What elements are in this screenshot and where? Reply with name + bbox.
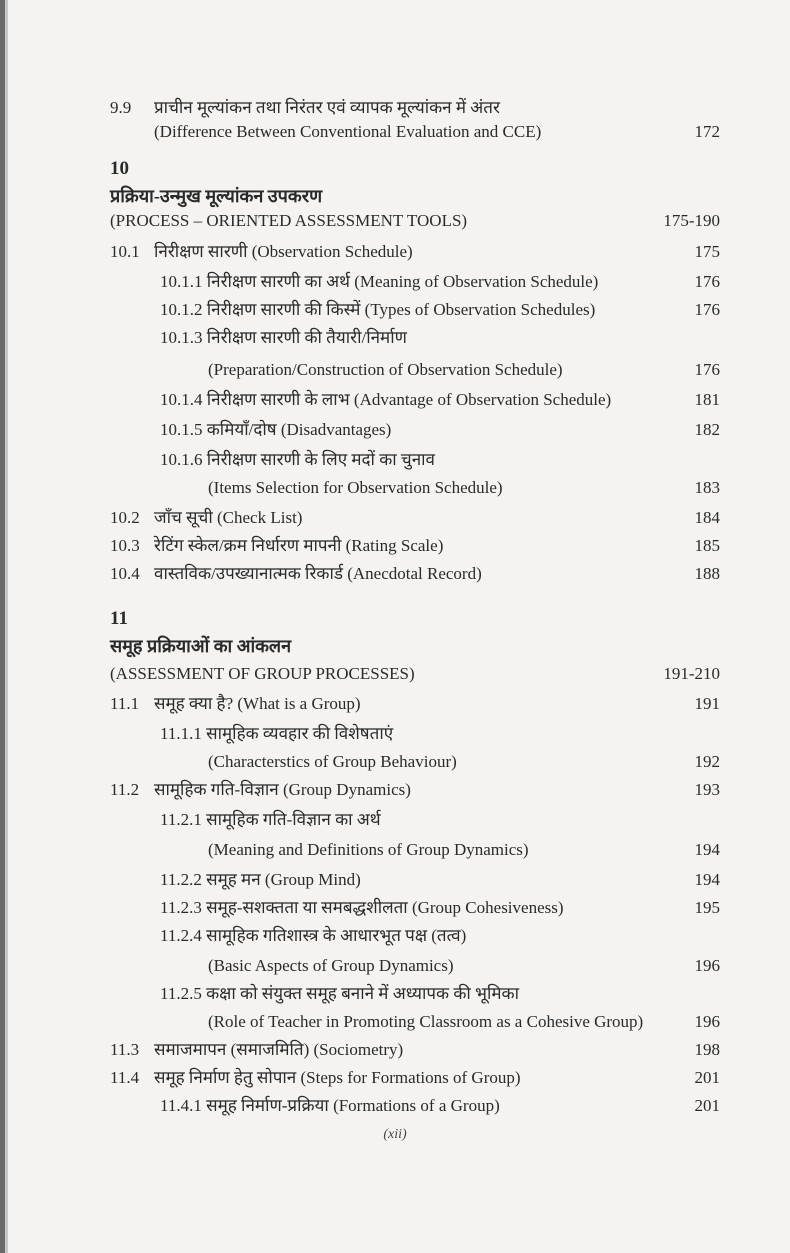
entry-title: सामूहिक गतिशास्त्र के आधारभूत पक्ष (तत्व) [206, 926, 467, 945]
entry-page: 195 [694, 898, 720, 917]
toc-entry-english [208, 1012, 720, 1032]
entry-page: 184 [694, 508, 720, 527]
entry-title-english: (Preparation/Construction of Observation Schedule) [208, 360, 563, 379]
entry-number: 10.2 [110, 508, 140, 527]
entry-page: 188 [694, 564, 720, 583]
toc-entry [160, 810, 720, 830]
entry-title: समूह क्या है? (What is a Group) [154, 694, 361, 713]
entry-page: 196 [694, 956, 720, 975]
entry-title: जाँच सूची (Check List) [154, 508, 303, 527]
toc-entry [160, 390, 720, 410]
toc-entry [160, 328, 720, 348]
entry-title-english: (Items Selection for Observation Schedule) [208, 478, 503, 497]
page-number: (xii) [383, 1127, 407, 1142]
entry-title: सामूहिक गति-विज्ञान का अर्थ [206, 810, 381, 829]
toc-entry [110, 508, 720, 528]
chapter-title-hindi: समूह प्रक्रियाओं का आंकलन [110, 636, 292, 656]
entry-title: निरीक्षण सारणी के लिए मदों का चुनाव [206, 450, 435, 469]
chapter-title-hindi: प्रक्रिया-उन्मुख मूल्यांकन उपकरण [110, 186, 323, 206]
entry-title: रेटिंग स्केल/क्रम निर्धारण मापनी (Rating Scale) [154, 536, 444, 555]
entry-title: कमियाँ/दोष (Disadvantages) [206, 420, 392, 439]
toc-entry-english [208, 478, 720, 498]
entry-title-english: (Characterstics of Group Behaviour) [208, 752, 457, 771]
entry-page: 192 [694, 752, 720, 771]
toc-entry [160, 450, 720, 470]
entry-title: निरीक्षण सारणी का अर्थ (Meaning of Observation Schedule) [206, 272, 599, 291]
entry-number: 11.2 [110, 780, 140, 799]
toc-entry [110, 694, 720, 714]
entry-title: सामूहिक गति-विज्ञान (Group Dynamics) [154, 780, 411, 799]
entry-number: 11.2.1 [160, 810, 202, 829]
entry-number: 10.1.1 [160, 272, 203, 291]
entry-page: 185 [694, 536, 720, 555]
toc-entry [160, 300, 720, 320]
toc-entry [110, 536, 720, 556]
entry-page: 183 [694, 478, 720, 497]
entry-number: 10.1.3 [160, 328, 203, 347]
toc-entry [160, 984, 720, 1004]
toc-entry [160, 724, 720, 744]
entry-title-english: (Basic Aspects of Group Dynamics) [208, 956, 454, 975]
entry-title: वास्तविक/उपख्यानात्मक रिकार्ड (Anecdotal Record) [154, 564, 482, 583]
entry-number: 9.9 [110, 98, 132, 117]
entry-title: समूह मन (Group Mind) [206, 870, 361, 889]
entry-number: 10.3 [110, 536, 140, 555]
entry-page: 191 [694, 694, 720, 713]
entry-number: 11.2.3 [160, 898, 202, 917]
entry-page: 176 [694, 300, 720, 319]
toc-entry [160, 870, 720, 890]
entry-title-english: (Role of Teacher in Promoting Classroom as a Cohesive Group) [208, 1012, 644, 1031]
toc-entry [160, 926, 720, 946]
chapter-title-row [110, 211, 720, 231]
entry-page: 196 [694, 1012, 720, 1031]
entry-page: 176 [694, 272, 720, 291]
entry-title: कक्षा को संयुक्त समूह बनाने में अध्यापक की भूमिका [206, 984, 520, 1003]
toc-entry-english [208, 360, 720, 380]
chapter-pages: 191-210 [663, 664, 720, 683]
entry-title: निरीक्षण सारणी (Observation Schedule) [154, 242, 413, 261]
entry-page: 181 [694, 390, 720, 409]
entry-page: 198 [694, 1040, 720, 1059]
entry-page: 172 [694, 122, 720, 141]
chapter-number: 10 [110, 158, 129, 179]
toc-entry [110, 1040, 720, 1060]
entry-page: 182 [694, 420, 720, 439]
entry-page: 193 [694, 780, 720, 799]
entry-number: 10.1.6 [160, 450, 203, 469]
chapter-title-row [110, 664, 720, 684]
chapter-title-english: (PROCESS – ORIENTED ASSESSMENT TOOLS) [110, 211, 468, 230]
entry-number: 11.2.5 [160, 984, 202, 1003]
toc-entry [160, 272, 720, 292]
entry-number: 11.1.1 [160, 724, 202, 743]
entry-number: 11.3 [110, 1040, 140, 1059]
entry-number: 10.1.2 [160, 300, 203, 319]
entry-title-hindi: प्राचीन मूल्यांकन तथा निरंतर एवं व्यापक मूल्यांकन में अंतर [154, 98, 500, 117]
chapter-title-english: (ASSESSMENT OF GROUP PROCESSES) [110, 664, 415, 683]
toc-entry [160, 898, 720, 918]
entry-page: 176 [694, 360, 720, 379]
entry-number: 11.4.1 [160, 1096, 202, 1115]
chapter-number: 11 [110, 608, 128, 629]
entry-title-english: (Difference Between Conventional Evaluation and CCE) [154, 122, 542, 141]
toc-entry [110, 242, 720, 262]
scan-edge-shadow [5, 0, 8, 1253]
toc-entry-english [208, 956, 720, 976]
entry-number: 10.1.4 [160, 390, 203, 409]
toc-entry [110, 98, 720, 118]
chapter-pages: 175-190 [663, 211, 720, 230]
entry-number: 11.2.4 [160, 926, 202, 945]
entry-number: 11.1 [110, 694, 140, 713]
entry-page: 201 [694, 1068, 720, 1087]
entry-number: 11.2.2 [160, 870, 202, 889]
entry-number: 10.1.5 [160, 420, 203, 439]
entry-page: 194 [694, 840, 720, 859]
toc-entry [110, 780, 720, 800]
toc-entry [160, 420, 720, 440]
entry-title: निरीक्षण सारणी की तैयारी/निर्माण [206, 328, 407, 347]
entry-title: समूह निर्माण हेतु सोपान (Steps for Formations of Group) [154, 1068, 521, 1087]
entry-number: 10.1 [110, 242, 140, 261]
toc-entry [110, 1068, 720, 1088]
toc-entry [110, 564, 720, 584]
entry-page: 175 [694, 242, 720, 261]
entry-title: समूह-सशक्तता या समबद्धशीलता (Group Cohesiveness) [206, 898, 564, 917]
toc-entry-english [208, 752, 720, 772]
entry-number: 11.4 [110, 1068, 140, 1087]
entry-number: 10.4 [110, 564, 140, 583]
entry-page: 194 [694, 870, 720, 889]
entry-page: 201 [694, 1096, 720, 1115]
toc-entry-english [208, 840, 720, 860]
entry-title: समूह निर्माण-प्रक्रिया (Formations of a Group) [206, 1096, 500, 1115]
entry-title: निरीक्षण सारणी की किस्में (Types of Observation Schedules) [206, 300, 596, 319]
toc-entry [160, 1096, 720, 1116]
entry-title-english: (Meaning and Definitions of Group Dynamics) [208, 840, 529, 859]
entry-title: निरीक्षण सारणी के लाभ (Advantage of Observation Schedule) [206, 390, 612, 409]
entry-title: सामूहिक व्यवहार की विशेषताएं [206, 724, 394, 743]
entry-title: समाजमापन (समाजमिति) (Sociometry) [154, 1040, 404, 1059]
toc-entry-english [154, 122, 720, 142]
